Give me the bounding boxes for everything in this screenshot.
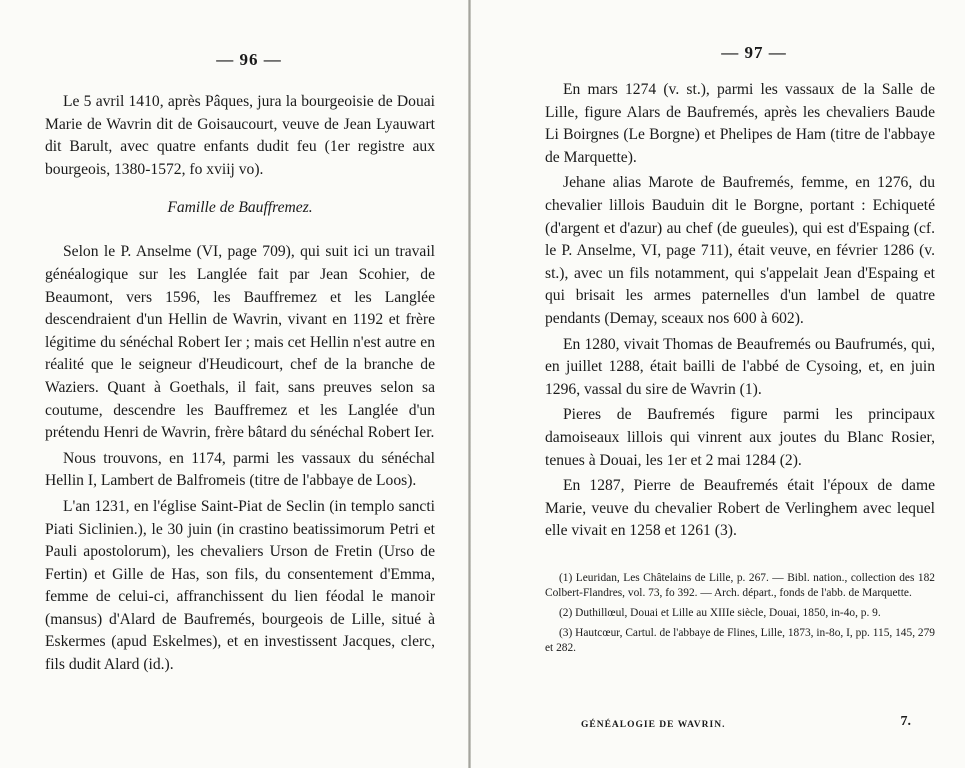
footnotes xyxy=(545,571,935,657)
left-page-body xyxy=(45,91,435,677)
right-page-number: — 97 — xyxy=(721,43,787,62)
left-page-number: — 96 — xyxy=(216,50,282,69)
paragraph-1274: En mars 1274 (v. st.), parmi les vassaux de la Salle de Lille, figure Alars de Baufremés, après les chevaliers Baude Li Boirgnes (Le Borgne) et Phelipes de Ham (titre de l'abbaye de Marquette). xyxy=(545,81,935,166)
signature-title: GÉNÉALOGIE DE WAVRIN. xyxy=(581,720,726,730)
right-page xyxy=(545,0,935,768)
footnote-1: (1) Leuridan, Les Châtelains de Lille, p. 267. — Bibl. nation., collection des 182 Colbert-Flandres, vol. 73, fo 392. — Arch. départ., fonds de l'abb. de Marquette. xyxy=(545,571,935,600)
paragraph-1410: Le 5 avril 1410, après Pâques, jura la bourgeoisie de Douai Marie de Wavrin dit de Goisaucourt, veuve de Jean Lyauwart dit Barult, avec quatre enfants dudit feu (1er registre aux bourgeois, 1380-1572, fo xviij vo). xyxy=(45,93,435,178)
paragraph-pieres: Pieres de Baufremés figure parmi les principaux damoiseaux lillois qui vinrent aux joutes du Blanc Rosier, tenues à Douai, les 1er et 2 mai 1284 (2). xyxy=(545,406,935,469)
footnote-3: (3) Hautcœur, Cartul. de l'abbaye de Flines, Lille, 1873, in-8o, I, pp. 115, 145, 279 et 282. xyxy=(545,626,935,655)
paragraph-1287: En 1287, Pierre de Beaufremés était l'époux de dame Marie, veuve du chevalier Robert de Verlinghem avec lequel elle vivait en 1258 et 1261 (3). xyxy=(545,477,935,540)
paragraph-1280: En 1280, vivait Thomas de Beaufremés ou Baufrumés, qui, en juillet 1288, était bailli de l'abbé de Cysoing, et, en juin 1296, vassal du sire de Wavrin (1). xyxy=(545,335,935,398)
signature-number: 7. xyxy=(900,714,911,729)
paragraph-1174: Nous trouvons, en 1174, parmi les vassaux du sénéchal Hellin I, Lambert de Balfromeis (titre de l'abbaye de Loos). xyxy=(45,449,435,490)
right-page-body xyxy=(545,79,935,543)
paragraph-jehane: Jehane alias Marote de Baufremés, femme, en 1276, du chevalier lillois Bauduin dit le Borgne, portant : Echiqueté (d'argent et d'azur) au chef (de gueules), qui est d'Espaing (cf. le P. Anselme, VI, page 711), était veuve, en février 1286 (v. st.), avec un fils notamment, qui s'appelait Jean d'Espaing et qui brisait les armes paternelles d'un lambel de quatre pendants (Demay, sceaux nos 600 à 602). xyxy=(545,174,935,327)
paragraph-anselme: Selon le P. Anselme (VI, page 709), qui suit ici un travail généalogique sur les Langlée fait par Jean Scohier, de Beaumont, vers 1596, les Bauffremez et les Langlée descendraient d'un Hellin de Wavrin, vivant en 1192 et frère légitime du sénéchal Robert Ier ; mais cet Hellin n'est autre en réalité que le seigneur d'Heudicourt, chef de la branche de Waziers. Quant à Goethals, il fait, sans preuves selon sa coutume, descendre les Bauffremez et les Langlée d'un prétendu Henri de Wavrin, frère bâtard du sénéchal Robert Ier. xyxy=(45,243,435,442)
section-heading: Famille de Bauffremez. xyxy=(167,199,313,217)
signature-line xyxy=(581,714,925,730)
paragraph-1231: L'an 1231, en l'église Saint-Piat de Seclin (in templo sancti Piati Siclinien.), le 30 juin (in crastino beatissimorum Petri et Pauli apostolorum), les chevaliers Urson de Fretin (Urso de Fertin) et Gille de Has, son fils, du consentement d'Emma, femme de celui-ci, affranchissent du lien féodal le manoir (mansus) d'Alard de Baufremés, bourgeois de Lille, situé à Eskermes (apud Eskelmes), et en investissent Jacques, clerc, fils dudit Alard (id.). xyxy=(45,497,435,674)
book-gutter xyxy=(468,0,471,768)
footnote-2: (2) Duthillœul, Douai et Lille au XIIIe siècle, Douai, 1850, in-4o, p. 9. xyxy=(559,607,881,620)
left-page xyxy=(45,0,435,768)
